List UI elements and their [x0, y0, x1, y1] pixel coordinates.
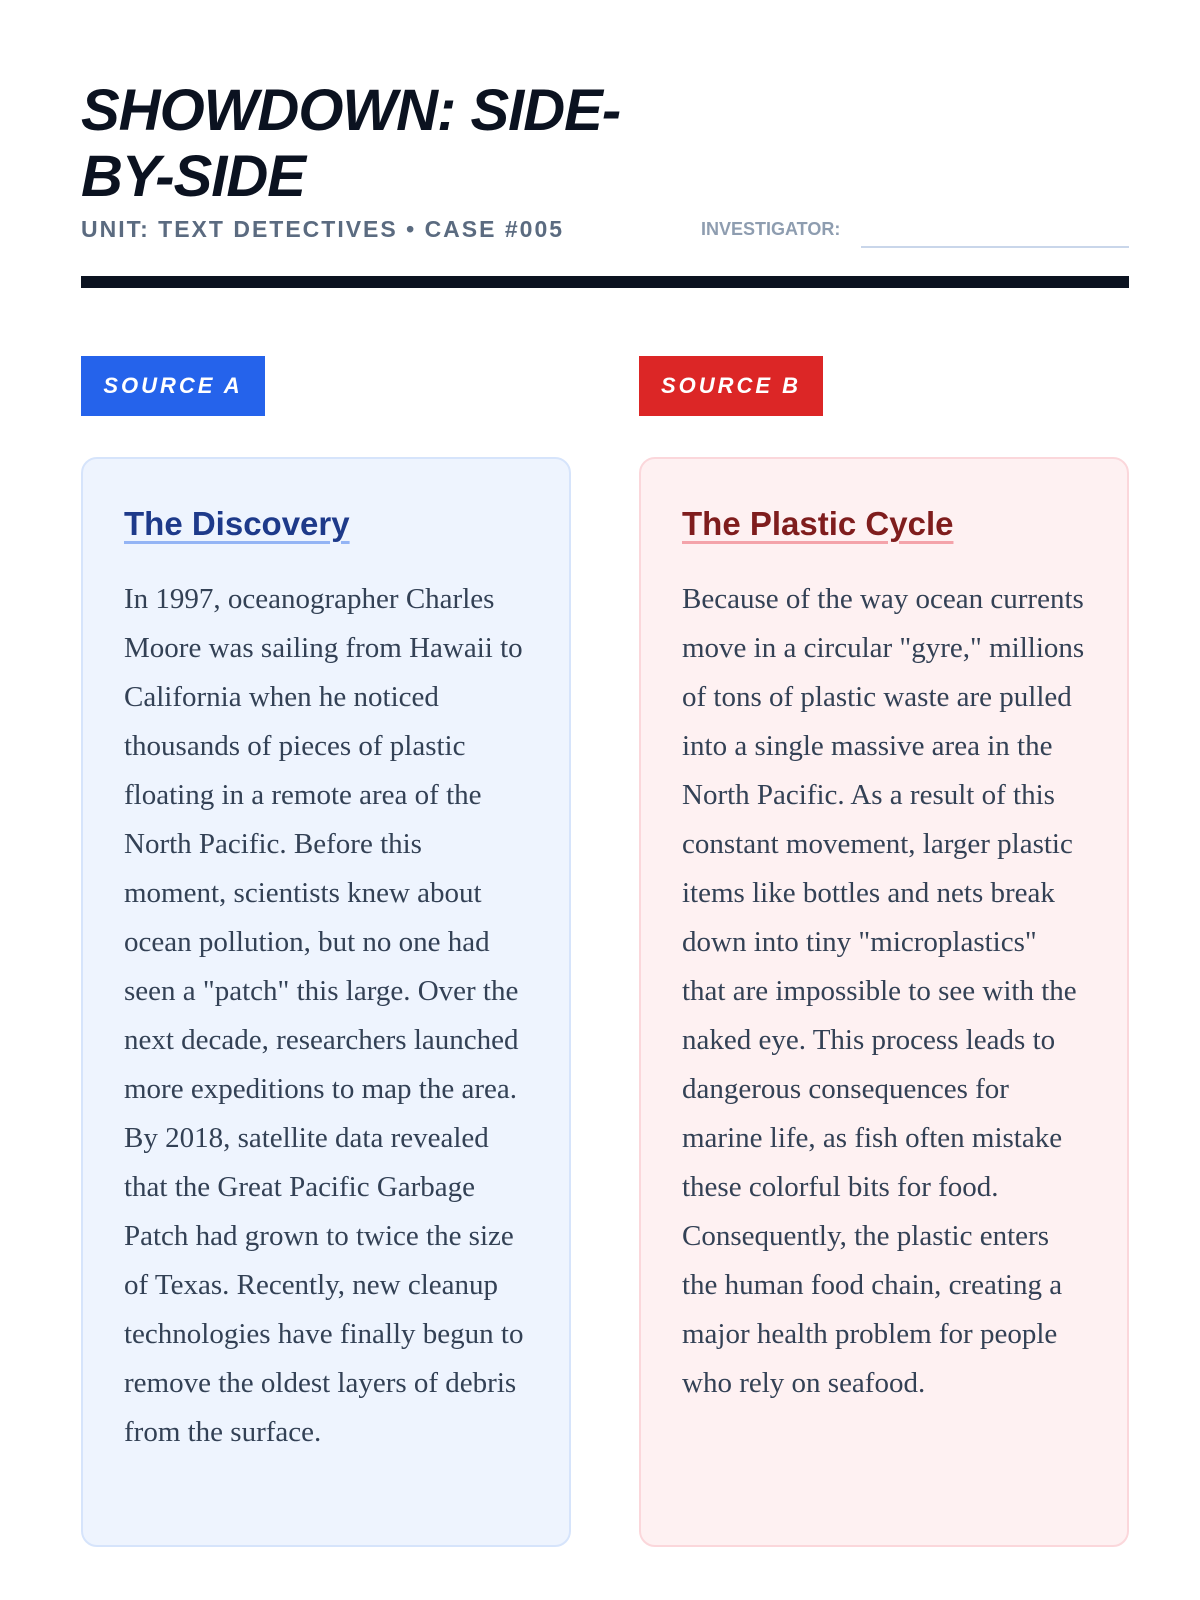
source-a-tag: SOURCE A: [81, 356, 265, 416]
source-b-text: Because of the way ocean currents move in a circular "gyre," millions of tons of plastic waste are pulled into a single massive area in the North Pacific. As a result of this constant movement, larger plastic items like bottles and nets break down into tiny "microplastics" that are impossible to see with the naked eye. This process leads to dangerous consequences for marine life, as fish often mistake these colorful bits for food. Consequently, the plastic enters the human food chain, creating a major health problem for people who rely on seafood.: [682, 583, 1085, 1399]
page-title: SHOWDOWN: SIDE-BY-SIDE: [81, 78, 621, 209]
source-a-heading: The Discovery: [124, 505, 350, 542]
unit-case-label: UNIT: TEXT DETECTIVES • CASE #005: [81, 216, 565, 242]
source-b-tag: SOURCE B: [639, 356, 823, 416]
investigator-label: INVESTIGATOR:: [701, 219, 841, 239]
source-b-card: [639, 457, 1129, 1547]
investigator-blank-line[interactable]: [861, 246, 1129, 248]
source-b-heading: The Plastic Cycle: [682, 505, 954, 542]
header-divider: [81, 276, 1129, 288]
investigator-field: [701, 212, 1129, 248]
source-a-text: In 1997, oceanographer Charles Moore was sailing from Hawaii to California when he noticed thousands of pieces of plastic floating in a remote area of the North Pacific. Before this moment, scientists knew about ocean pollution, but no one had seen a "patch" this large. Over the next decade, researchers launched more expeditions to map the area. By 2018, satellite data revealed that the Great Pacific Garbage Patch had grown to twice the size of Texas. Recently, new cleanup technologies have finally begun to remove the oldest layers of debris from the surface.: [124, 583, 524, 1448]
source-a-card: [81, 457, 571, 1547]
worksheet-page: [81, 0, 1129, 1600]
